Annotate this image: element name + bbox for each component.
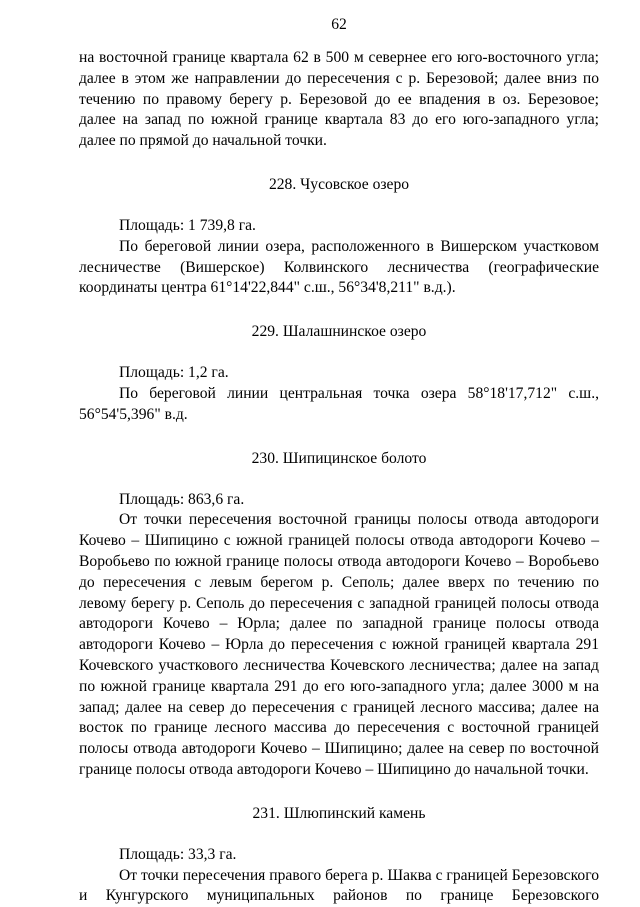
section-228 (79, 174, 599, 299)
page-number: 62 (331, 16, 347, 33)
section-231 (79, 803, 599, 907)
section-area: Площадь: 33,3 га. (119, 845, 237, 863)
continuation-paragraph: на восточной границе квартала 62 в 500 м севернее его юго-восточного угла; далее в этом же направлении до пересечения с р. Березовой; далее вниз по течению по правому берегу р. Березовой до ее впадения в оз. Березовое; далее на запад по южной границе квартала 83 до его юго-западного угла; далее по прямой до начальной точки. (79, 49, 599, 150)
section-title: 231. Шлюпинский камень (252, 804, 426, 822)
section-description: От точки пересечения восточной границы полосы отвода автодороги Кочево – Шипицино с южной границей полосы отвода автодороги Кочево – Воробьево по южной границе полосы отвода автодороги Кочево – Воробьево до пересечения с левым берегом р. Сеполь; далее вверх по течению по левому берегу р. Сеполь до пересечения с западной границей полосы отвода автодороги Кочево – Юрла; далее по западной границе полосы отвода автодороги Кочево – Юрла до пересечения с южной границей квартала 291 Кочевского участкового лесничества Кочевского лесничества; далее на запад по южной границе квартала 291 до его юго-западного угла; далее 3000 м на запад; далее на север до пересечения с границей лесного массива; далее на восток по границе лесного массива до пересечения с восточной границей полосы отвода автодороги Кочево – Шипицино; далее на север по восточной границе полосы отвода автодороги Кочево – Шипицино до начальной точки. (79, 511, 599, 778)
section-229 (79, 321, 599, 425)
document-page (79, 14, 599, 907)
section-area: Площадь: 1,2 га. (119, 364, 229, 382)
section-description: По береговой линии центральная точка озера 58°18'17,712" с.ш., 56°54'5,396" в.д. (79, 384, 599, 423)
section-description: От точки пересечения правого берега р. Шаква с границей Березовского и Кунгурского муниципальных районов по границе Березовского (79, 866, 599, 905)
section-description: По береговой линии озера, расположенного в Вишерском участковом лесничестве (Вишерское) Колвинского лесничества (географические координаты центра 61°14'22,844" с.ш., 56°34'8,211" в.д.). (79, 237, 599, 297)
section-title: 230. Шипицинское болото (251, 449, 427, 467)
section-title: 229. Шалашнинское озеро (251, 323, 427, 341)
section-title: 228. Чусовское озеро (268, 175, 410, 193)
section-230 (79, 448, 599, 781)
section-area: Площадь: 1 739,8 га. (119, 216, 256, 234)
section-area: Площадь: 863,6 га. (119, 490, 245, 508)
